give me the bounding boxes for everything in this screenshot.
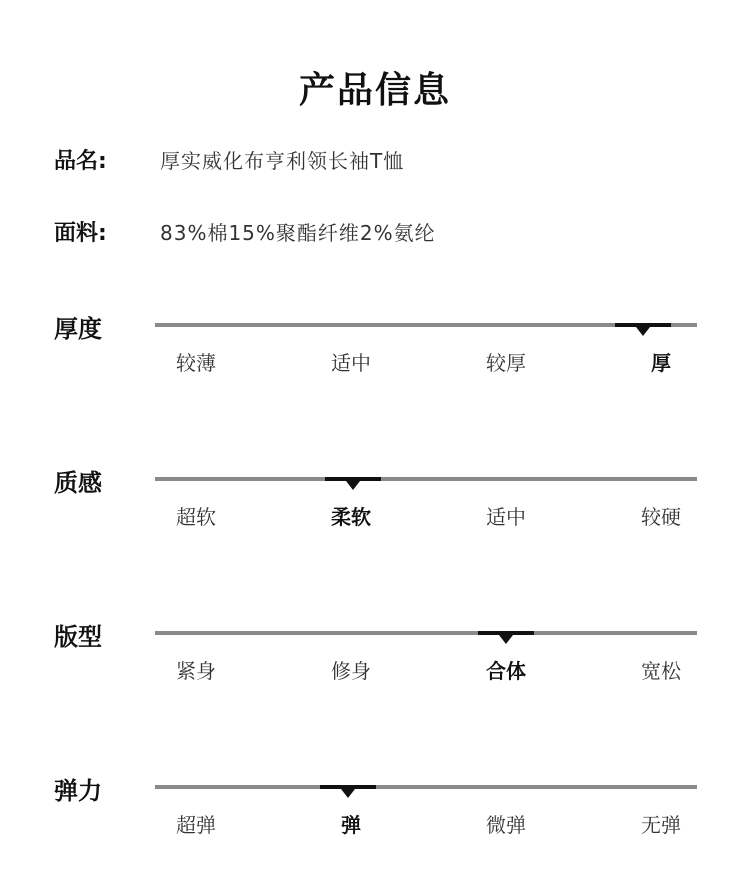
attr-name: 版型	[54, 623, 102, 651]
scale-option: 修身	[331, 659, 371, 683]
scale-option: 适中	[486, 505, 526, 529]
indicator-arrow-icon	[341, 789, 355, 798]
attr-name: 弹力	[54, 777, 102, 805]
attr-thickness	[0, 315, 750, 403]
page-title: 产品信息	[298, 70, 451, 111]
scale-option: 适中	[331, 351, 371, 375]
scale-bar	[155, 477, 697, 481]
fabric-row	[54, 216, 436, 247]
indicator-arrow-icon	[499, 635, 513, 644]
indicator-arrow-icon	[346, 481, 360, 490]
scale-option: 宽松	[641, 659, 681, 683]
attr-elasticity	[0, 777, 750, 865]
scale-option: 弹	[341, 813, 361, 837]
scale-indicator	[325, 477, 381, 481]
product-name-label: 品名:	[54, 149, 107, 174]
attr-name: 质感	[54, 469, 102, 497]
scale-option: 合体	[486, 659, 526, 683]
scale-option: 较薄	[176, 351, 216, 375]
fabric-value: 83%棉15%聚酯纤维2%氨纶	[160, 221, 436, 245]
scale-option: 无弹	[641, 813, 681, 837]
scale-indicator	[478, 631, 534, 635]
scale-indicator	[615, 323, 671, 327]
attr-name: 厚度	[54, 315, 102, 343]
indicator-arrow-icon	[636, 327, 650, 336]
scale-option: 较厚	[486, 351, 526, 375]
scale-option: 紧身	[176, 659, 216, 683]
attr-fit	[0, 623, 750, 711]
attr-texture	[0, 469, 750, 557]
scale-option: 超弹	[176, 813, 216, 837]
scale-option: 微弹	[486, 813, 526, 837]
scale-option: 柔软	[331, 505, 371, 529]
scale-bar	[155, 323, 697, 327]
scale-option: 较硬	[641, 505, 681, 529]
product-name-value: 厚实威化布亨利领长袖T恤	[160, 149, 405, 173]
scale-bar	[155, 631, 697, 635]
scale-option: 超软	[176, 505, 216, 529]
scale-option: 厚	[651, 351, 671, 375]
product-name-row	[54, 144, 404, 175]
scale-indicator	[320, 785, 376, 789]
fabric-label: 面料:	[54, 221, 107, 246]
scale-bar	[155, 785, 697, 789]
